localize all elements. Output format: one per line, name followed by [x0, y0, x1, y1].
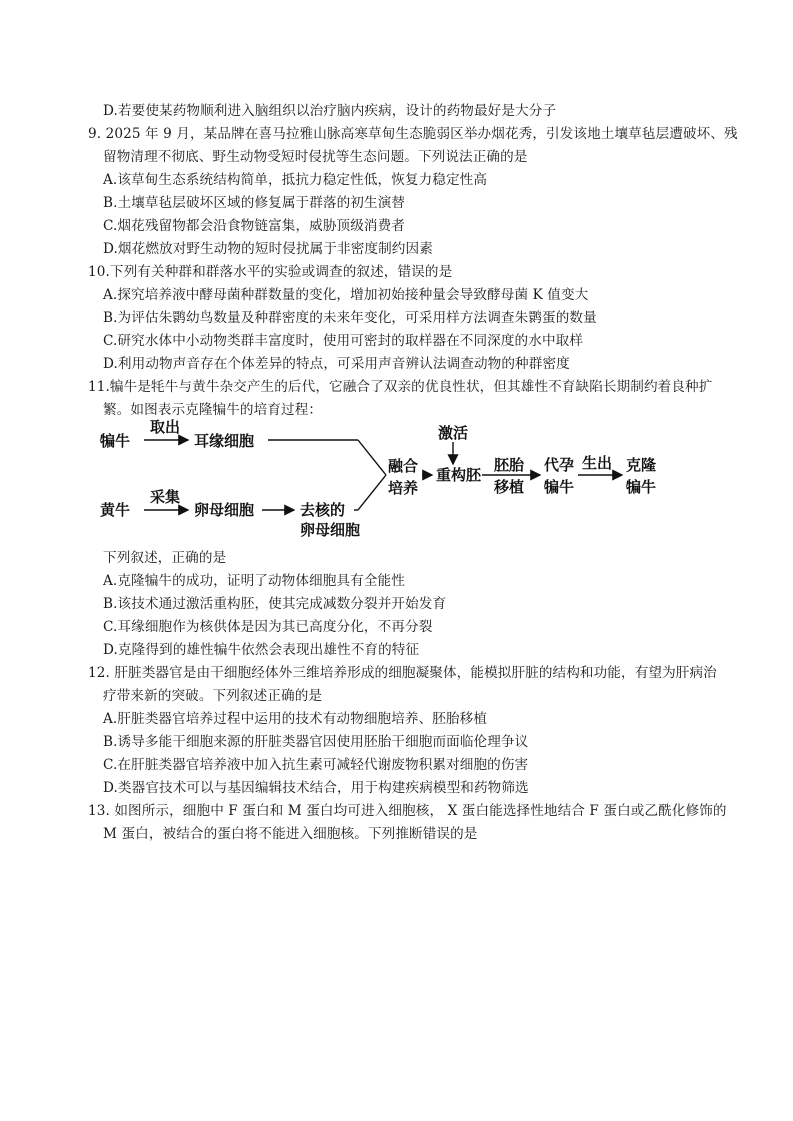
- label-born: 生出: [582, 454, 613, 472]
- q13-stem-line1: 13. 如图所示，细胞中 F 蛋白和 M 蛋白均可进入细胞核， X 蛋白能选择性地结合 F 蛋白或乙酰化修饰的: [88, 803, 727, 819]
- q11-option-a: A.克隆犏牛的成功，证明了动物体细胞具有全能性: [103, 573, 405, 589]
- label-fuse-2: 培养: [388, 479, 419, 497]
- q12-option-a: A.肝脏类器官培养过程中运用的技术有动物细胞培养、胚胎移植: [103, 711, 488, 727]
- q9-stem-line1: 9. 2025 年 9 月，某品牌在喜马拉雅山脉高寒草甸生态脆弱区举办烟花秀，引发该地土壤草毡层遭破坏、残: [88, 126, 738, 142]
- label-take-out: 取出: [150, 418, 181, 436]
- q10-option-b: B.为评估朱鹮幼鸟数量及种群密度的未来年变化，可采用样方法调查朱鹮蛋的数量: [103, 310, 597, 326]
- label-fuse-1: 融合: [388, 457, 419, 475]
- label-reconstructed-embryo: 重构胚: [436, 466, 482, 484]
- q11-option-c: C.耳缘细胞作为核供体是因为其已高度分化，不再分裂: [103, 619, 433, 635]
- q12-option-b: B.诱导多能干细胞来源的肝脏类器官因使用胚胎干细胞而面临伦理争议: [103, 734, 529, 750]
- cloning-flow-diagram: [96, 418, 696, 542]
- label-surrogate-1: 代孕: [544, 456, 575, 474]
- q11-stem-question: 下列叙述，正确的是: [103, 550, 227, 566]
- label-embryo-1: 胚胎: [494, 456, 525, 474]
- q9-option-a: A.该草甸生态系统结构简单，抵抗力稳定性低，恢复力稳定性高: [103, 172, 488, 188]
- label-huangniu: 黄牛: [100, 501, 131, 519]
- q10-option-a: A.探究培养液中酵母菌种群数量的变化，增加初始接种量会导致酵母菌 K 值变大: [103, 287, 589, 303]
- label-activate: 激活: [438, 424, 469, 442]
- label-collect: 采集: [150, 488, 181, 506]
- q12-option-d: D.类器官技术可以与基因编辑技术结合，用于构建疾病模型和药物筛选: [103, 780, 529, 796]
- line-converge-bottom: [358, 475, 386, 510]
- label-enucleated-2: 卵母细胞: [300, 521, 361, 539]
- q9-option-b: B.土壤草毡层破坏区域的修复属于群落的初生演替: [103, 195, 406, 211]
- q8-option-d: D.若要使某药物顺利进入脑组织以治疗脑内疾病，设计的药物最好是大分子: [103, 103, 557, 119]
- q12-stem-line1: 12. 肝脏类器官是由干细胞经体外三维培养形成的细胞凝聚体，能模拟肝脏的结构和功能，有望为肝病治: [88, 665, 717, 681]
- label-surrogate-2: 犏牛: [544, 478, 575, 496]
- q9-option-c: C.烟花残留物都会沿食物链富集，威胁顶级消费者: [103, 218, 406, 234]
- q13-stem-line2: M 蛋白，被结合的蛋白将不能进入细胞核。下列推断错误的是: [103, 826, 478, 842]
- q11-option-d: D.克隆得到的雄性犏牛依然会表现出雄性不育的特征: [103, 642, 420, 658]
- label-pianniu: 犏牛: [100, 432, 131, 450]
- q9-option-d: D.烟花燃放对野生动物的短时侵扰属于非密度制约因素: [103, 241, 433, 257]
- q9-stem-line2: 留物清理不彻底、野生动物受短时侵扰等生态问题。下列说法正确的是: [103, 149, 528, 165]
- q10-option-d: D.利用动物声音存在个体差异的特点，可采用声音辨认法调查动物的种群密度: [103, 356, 570, 372]
- q11-stem-line2: 繁。如图表示克隆犏牛的培育过程：: [103, 402, 323, 418]
- label-clone-1: 克隆: [626, 456, 657, 474]
- label-oocyte: 卵母细胞: [194, 501, 255, 519]
- label-embryo-2: 移植: [494, 478, 525, 496]
- q12-stem-line2: 疗带来新的突破。下列叙述正确的是: [103, 688, 323, 704]
- q10-option-c: C.研究水体中小动物类群丰富度时，使用可密封的取样器在不同深度的水中取样: [103, 333, 584, 349]
- q10-stem: 10.下列有关种群和群落水平的实验或调查的叙述，错误的是: [88, 264, 453, 280]
- label-ear-cell: 耳缘细胞: [194, 432, 255, 450]
- label-enucleated-1: 去核的: [300, 501, 346, 519]
- line-converge-top: [358, 440, 386, 475]
- q11-option-b: B.该技术通过激活重构胚，使其完成减数分裂并开始发育: [103, 596, 447, 612]
- label-clone-2: 犏牛: [626, 478, 657, 496]
- q11-stem-line1: 11.犏牛是牦牛与黄牛杂交产生的后代，它融合了双亲的优良性状，但其雄性不育缺陷长期制约着良种扩: [88, 379, 713, 395]
- q12-option-c: C.在肝脏类器官培养液中加入抗生素可减轻代谢废物积累对细胞的伤害: [103, 757, 529, 773]
